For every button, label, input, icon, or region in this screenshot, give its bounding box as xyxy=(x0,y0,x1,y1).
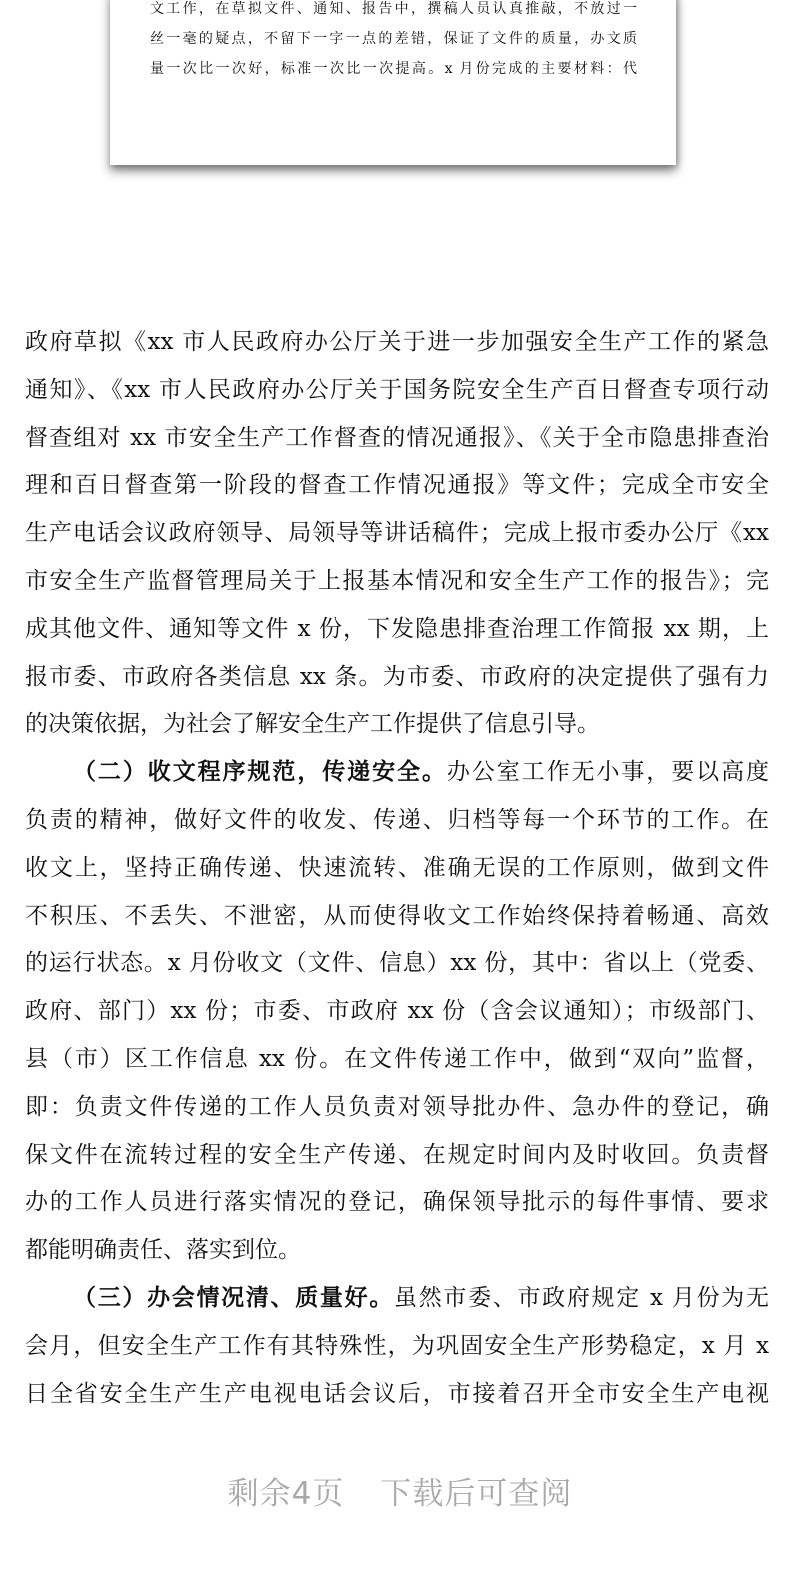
text-line xyxy=(25,657,769,705)
line-text: 政府草拟《xx 市人民政府办公厅关于进一步加强安全生产工作的紧急 xyxy=(25,329,769,355)
line-text: 收文上，坚持正确传递、快速流转、准确无误的工作原则，做到文件 xyxy=(25,854,769,881)
text-line xyxy=(25,704,769,752)
text-line xyxy=(25,609,769,657)
line-text: 县（市）区工作信息 xx 份。在文件传递工作中，做到“双向”监督， xyxy=(25,1045,769,1072)
text-line xyxy=(25,561,769,609)
text-line xyxy=(25,1278,769,1326)
download-prompt[interactable] xyxy=(0,1468,800,1513)
line-text: 政府、部门）xx 份；市委、市政府 xx 份（含会议通知）；市级部门、 xyxy=(25,998,769,1025)
line-text: 理和百日督查第一阶段的督查工作情况通报》等文件；完成全市安全 xyxy=(25,472,769,499)
section-heading: （三）办会情况清、质量好。 xyxy=(73,1283,395,1311)
line-text: 生产电话会议政府领导、局领导等讲话稿件；完成上报市委办公厅《xx xyxy=(25,520,769,547)
line-text: 的决策依据，为社会了解安全生产工作提供了信息引导。 xyxy=(25,711,600,738)
text-line xyxy=(25,465,769,513)
line-text: 的运行状态。x 月份收文（文件、信息）xx 份，其中：省以上（党委、 xyxy=(25,950,769,977)
text-line xyxy=(25,752,769,800)
line-text: 报市委、市政府各类信息 xx 条。为市委、市政府的决定提供了强有力 xyxy=(25,663,769,690)
text-line xyxy=(25,991,769,1039)
line-text: 成其他文件、通知等文件 x 份，下发隐患排查治理工作简报 xx 期，上 xyxy=(25,615,769,642)
document-body xyxy=(25,322,769,1421)
preview-line: 量一次比一次好，标准一次比一次提高。x 月份完成的主要材料：代 xyxy=(150,61,637,77)
line-text: 市安全生产监督管理局关于上报基本情况和安全生产工作的报告》；完 xyxy=(25,567,769,594)
previous-page-preview xyxy=(110,0,676,165)
line-text: 办的工作人员进行落实情况的登记，确保领导批示的每件事情、要求 xyxy=(25,1189,769,1216)
text-line xyxy=(25,1374,769,1422)
line-text: 虽然市委、市政府规定 x 月份为无 xyxy=(394,1284,770,1311)
line-text: 负责的精神，做好文件的收发、传递、归档等每一个环节的工作。在 xyxy=(25,806,769,833)
line-text: 保文件在流转过程的安全生产传递、在规定时间内及时收回。负责督 xyxy=(25,1141,769,1168)
remaining-pages-text: 剩余4页 xyxy=(227,1476,345,1512)
text-line xyxy=(25,896,769,944)
line-text: 都能明确责任、落实到位。 xyxy=(25,1237,301,1264)
preview-line: 文工作，在草拟文件、通知、报告中，撰稿人员认真推敲，不放过一 xyxy=(150,1,637,17)
line-text: 日全省安全生产生产电视电话会议后，市接着召开全市安全生产电视 xyxy=(25,1380,769,1407)
line-text: 办公室工作无小事，要以高度 xyxy=(446,759,770,786)
line-text: 督查组对 xx 市安全生产工作督查的情况通报》、《关于全市隐患排查治 xyxy=(25,424,769,451)
text-line xyxy=(25,370,769,418)
text-line xyxy=(25,322,769,370)
line-text: 通知》、《xx 市人民政府办公厅关于国务院安全生产百日督查专项行动 xyxy=(25,376,769,403)
text-line xyxy=(25,1326,769,1374)
text-line xyxy=(25,1135,769,1183)
text-line xyxy=(25,848,769,896)
text-line xyxy=(25,418,769,466)
text-line xyxy=(25,513,769,561)
line-text: 会月，但安全生产工作有其特殊性，为巩固安全生产形势稳定，x 月 x xyxy=(25,1332,769,1359)
text-line xyxy=(25,1182,769,1230)
section-heading: （二）收文程序规范，传递安全。 xyxy=(73,758,447,786)
line-text: 即：负责文件传递的工作人员负责对领导批办件、急办件的登记，确 xyxy=(25,1093,769,1120)
text-line xyxy=(25,943,769,991)
text-line xyxy=(25,1230,769,1278)
preview-line: 丝一毫的疑点，不留下一字一点的差错，保证了文件的质量，办文质 xyxy=(150,31,637,47)
text-line xyxy=(25,1087,769,1135)
text-line xyxy=(25,1039,769,1087)
download-hint-text: 下载后可查阅 xyxy=(380,1476,573,1512)
line-text: 不积压、不丢失、不泄密，从而使得收文工作始终保持着畅通、高效 xyxy=(25,902,769,929)
text-line xyxy=(25,800,769,848)
